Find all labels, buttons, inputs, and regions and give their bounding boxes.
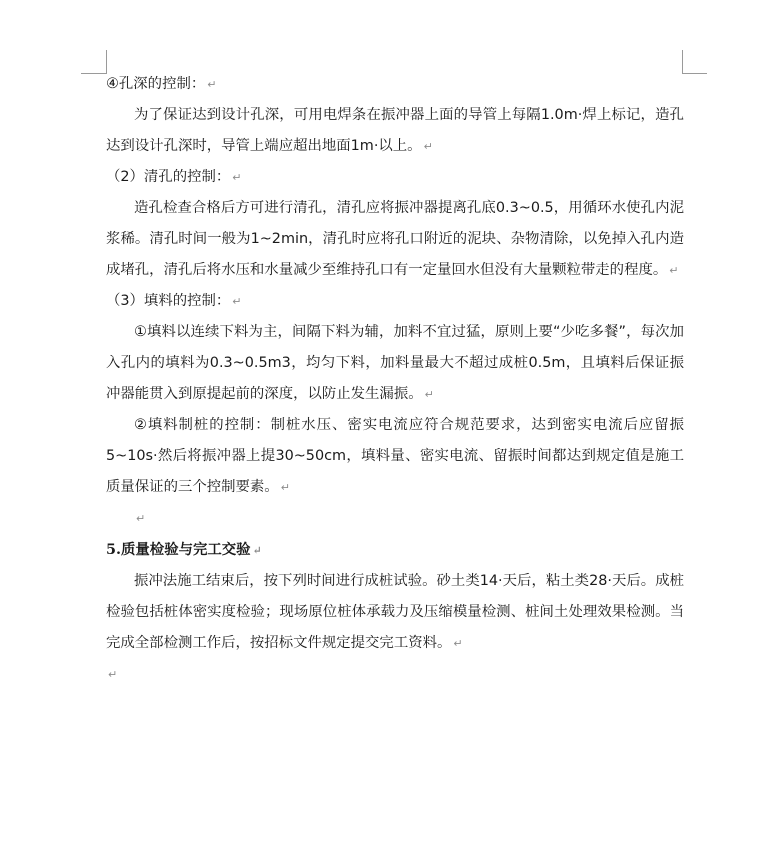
paragraph-mark-icon: ↵ [232,295,242,308]
paragraph-filling-item-2: ②填料制桩的控制：制桩水压、密实电流应符合规范要求，达到密实电流后应留振5~10s·然后将振冲器上提30~50cm，填料量、密实电流、留振时间都达到规定值是施工质量保证的三个控制要素。 ↵ [106,417,684,495]
document-body[interactable] [106,69,684,690]
paragraph-hole-depth-body: 为了保证达到设计孔深，可用电焊条在振冲器上面的导管上每隔1.0m·焊上标记，造孔达到设计孔深时，导管上端应超出地面1m·以上。 ↵ [106,107,684,154]
paragraph-mark-icon: ↵ [108,668,118,681]
page-corner-mark-left [81,50,107,74]
paragraph-mark-icon: ↵ [453,637,463,650]
paragraph-quality-inspection-body: 振冲法施工结束后，按下列时间进行成桩试验。砂土类14·天后，粘土类28·天后。成桩检验包括桩体密实度检验；现场原位桩体承载力及压缩模量检测、桩间土处理效果检测。当完成全部检测工作后，按招标文件规定提交完工资料。 ↵ [106,573,684,651]
paragraph-mark-icon: ↵ [252,544,262,557]
paragraph-mark-icon: ↵ [207,78,217,91]
paragraph-empty-end [106,659,684,690]
paragraph-mark-icon: ↵ [424,388,434,401]
paragraph-hole-depth-heading: ④孔深的控制： ↵ [106,76,217,92]
paragraph-hole-cleaning-heading: （2）清孔的控制： ↵ [106,169,242,185]
paragraph-hole-cleaning-body: 造孔检查合格后方可进行清孔，清孔应将振冲器提离孔底0.3~0.5，用循环水使孔内泥浆稀。清孔时间一般为1~2min，清孔时应将孔口附近的泥块、杂物清除，以免掉入孔内造成堵孔，清孔后将水压和水量减少至维持孔口有一定量回水但没有大量颗粒带走的程度。 ↵ [106,200,684,278]
paragraph-mark-icon: ↵ [669,264,679,277]
paragraph-empty [106,503,684,534]
paragraph-filling-item-1: ①填料以连续下料为主，间隔下料为辅，加料不宜过猛，原则上要“少吃多餐”，每次加入孔内的填料为0.3~0.5m3，均匀下料，加料量最大不超过成桩0.5m，且填料后保证振冲器能贯入到原提起前的深度，以防止发生漏振。 ↵ [106,324,684,402]
paragraph-mark-icon: ↵ [423,140,433,153]
paragraph-mark-icon: ↵ [232,171,242,184]
paragraph-mark-icon: ↵ [280,481,290,494]
paragraph-filling-heading: （3）填料的控制： ↵ [106,293,242,309]
section-heading-quality-inspection: 5.质量检验与完工交验 ↵ [106,541,262,558]
paragraph-mark-icon: ↵ [136,512,146,525]
page-corner-mark-right [682,50,707,74]
